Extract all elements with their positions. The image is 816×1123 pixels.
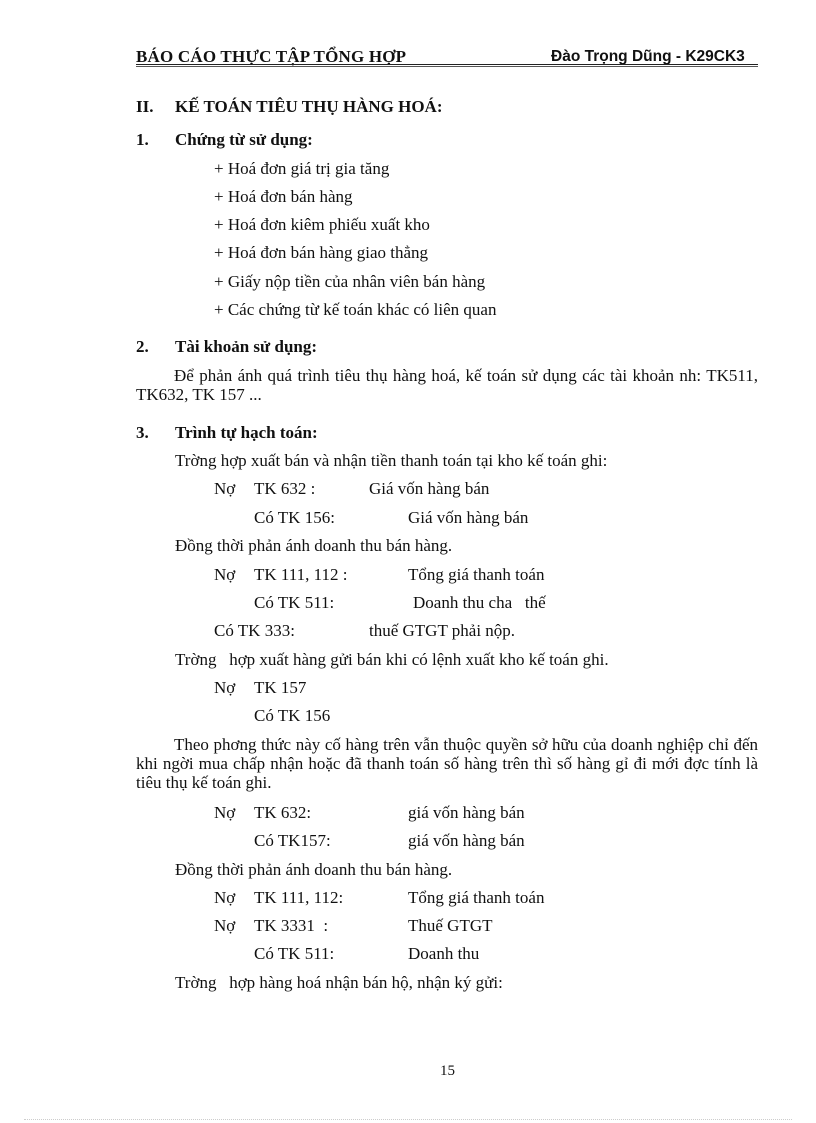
s2-paragraph: Để phản ánh quá trình tiêu thụ hàng hoá, kế toán sử dụng các tài khoản nh: TK511, TK632, TK 157 ... [136, 366, 758, 404]
s3-case3: Trờng hợp hàng hoá nhận bán hộ, nhận ký gửi: [175, 973, 503, 992]
section-number: II. [136, 97, 154, 116]
entry-account: Có TK 511: [254, 593, 335, 612]
entry-account: TK 632 : [254, 479, 316, 498]
s3-title: Trình tự hạch toán: [175, 423, 318, 442]
s1-item: + Hoá đơn giá trị gia tăng [214, 159, 390, 178]
entry-account: Có TK 156: [254, 508, 335, 527]
entry-description: Doanh thu cha thế [413, 593, 546, 612]
entry-account: Có TK 156 [254, 706, 331, 725]
entry-account: TK 157 [254, 678, 307, 697]
entry-description: Giá vốn hàng bán [369, 479, 490, 498]
entry-account: Có TK 511: [254, 944, 335, 963]
entry-description: Giá vốn hàng bán [408, 508, 529, 527]
s2-title: Tài khoản sử dụng: [175, 337, 318, 356]
s2-number: 2. [136, 337, 149, 356]
s3-case1: Trờng hợp xuất bán và nhận tiền thanh toán tại kho kế toán ghi: [175, 451, 608, 470]
entry-description: thuế GTGT phải nộp. [369, 621, 516, 640]
s1-item: + Các chứng từ kế toán khác có liên quan [214, 300, 497, 319]
entry-account: Có TK157: [254, 831, 331, 850]
page-number: 15 [440, 1063, 455, 1079]
entry-debit-label: Nợ [214, 565, 236, 584]
s3-paragraph: Theo phơng thức này cố hàng trên vẫn thuộc quyền sở hữu của doanh nghiệp chỉ đến khi ngời mua chấp nhận hoặc đã thanh toán số hàng trên thì số hàng gỉ đi mới đợc tính là tiêu thụ kế toán ghi. [136, 735, 758, 792]
s1-item: + Hoá đơn kiêm phiếu xuất kho [214, 215, 430, 234]
entry-debit-label: Nợ [214, 803, 236, 822]
entry-account: Có TK 333: [214, 621, 295, 640]
entry-description: giá vốn hàng bán [408, 831, 525, 850]
header-title: BÁO CÁO THỰC TẬP TỔNG HỢP [136, 47, 407, 66]
s1-item: + Hoá đơn bán hàng giao thẳng [214, 243, 429, 262]
entry-description: Tổng giá thanh toán [408, 565, 545, 584]
entry-debit-label: Nợ [214, 916, 236, 935]
s3-concurrent1: Đồng thời phản ánh doanh thu bán hàng. [175, 536, 453, 555]
s3-concurrent2: Đồng thời phản ánh doanh thu bán hàng. [175, 860, 453, 879]
s1-number: 1. [136, 130, 149, 149]
s3-number: 3. [136, 423, 149, 442]
header-rule-secondary [136, 66, 758, 67]
section-title: KẾ TOÁN TIÊU THỤ HÀNG HOÁ: [175, 97, 443, 116]
entry-description: Thuế GTGT [408, 916, 493, 935]
s1-item: + Giấy nộp tiền của nhân viên bán hàng [214, 272, 486, 291]
entry-account: TK 632: [254, 803, 312, 822]
entry-account: TK 111, 112: [254, 888, 344, 907]
header-author: Đào Trọng Dũng - K29CK3 [551, 48, 745, 65]
entry-description: giá vốn hàng bán [408, 803, 525, 822]
s1-title: Chứng từ sử dụng: [175, 130, 313, 149]
header-rule [136, 64, 758, 65]
entry-account: TK 111, 112 : [254, 565, 348, 584]
s1-item: + Hoá đơn bán hàng [214, 187, 353, 206]
entry-account: TK 3331 : [254, 916, 329, 935]
entry-debit-label: Nợ [214, 888, 236, 907]
footer-rule [24, 1119, 792, 1120]
entry-debit-label: Nợ [214, 479, 236, 498]
entry-description: Doanh thu [408, 944, 480, 963]
s3-case2: Trờng hợp xuất hàng gửi bán khi có lệnh xuất kho kế toán ghi. [175, 650, 609, 669]
entry-description: Tổng giá thanh toán [408, 888, 545, 907]
entry-debit-label: Nợ [214, 678, 236, 697]
